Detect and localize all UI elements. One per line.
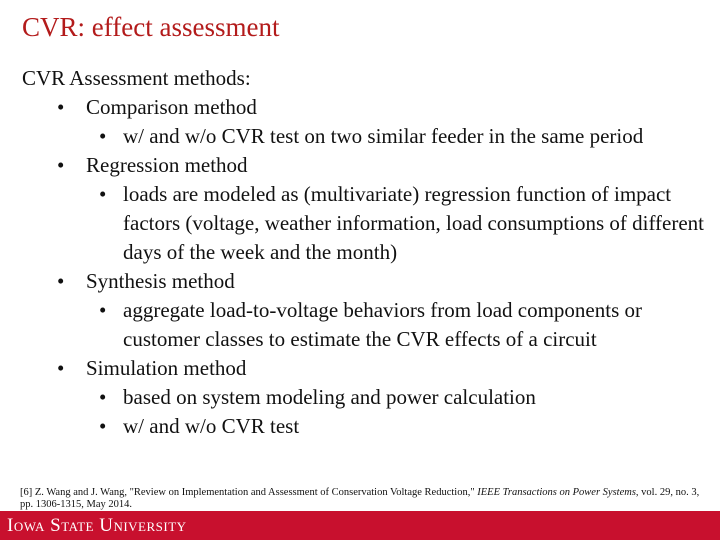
method-detail — [22, 383, 712, 412]
method-detail — [22, 180, 712, 267]
method-item — [22, 93, 712, 122]
footer-bar — [0, 511, 720, 540]
citation-journal: IEEE Transactions on Power Systems — [477, 487, 636, 498]
bullet-icon: • — [57, 153, 65, 177]
bullet-icon: • — [99, 298, 107, 322]
method-detail-text: aggregate load-to-voltage behaviors from load components or customer classes to estimate the CVR effects of a circuit — [123, 298, 642, 351]
citation — [20, 487, 700, 511]
slide-body — [22, 64, 712, 441]
method-detail-text: loads are modeled as (multivariate) regression function of impact factors (voltage, weather information, load consumptions of different days of the week and the month) — [123, 182, 705, 264]
method-detail-text: w/ and w/o CVR test on two similar feeder in the same period — [123, 124, 644, 148]
bullet-icon: • — [99, 385, 107, 409]
slide-title: CVR: effect assessment — [22, 12, 280, 42]
method-detail-text: w/ and w/o CVR test — [123, 414, 300, 438]
method-detail — [22, 296, 712, 354]
bullet-icon: • — [99, 414, 107, 438]
bullet-icon: • — [57, 356, 65, 380]
method-item — [22, 151, 712, 180]
citation-suffix: , vol. 29, no. 3, pp. 1306-1315, May 2014. — [20, 487, 700, 510]
method-detail — [22, 412, 712, 441]
method-label: Regression method — [86, 153, 248, 177]
university-logo: Iowa State University — [7, 515, 187, 536]
bullet-icon: • — [99, 182, 107, 206]
method-label: Simulation method — [86, 356, 247, 380]
method-item — [22, 354, 712, 383]
intro-text: CVR Assessment methods: — [22, 66, 251, 90]
citation-prefix: [6] Z. Wang and J. Wang, "Review on Implementation and Assessment of Conservation Voltage Reduction," — [20, 487, 478, 498]
method-item — [22, 267, 712, 296]
bullet-icon: • — [57, 95, 65, 119]
bullet-icon: • — [99, 124, 107, 148]
method-detail-text: based on system modeling and power calculation — [123, 385, 536, 409]
method-detail — [22, 122, 712, 151]
bullet-icon: • — [57, 269, 65, 293]
method-label: Synthesis method — [86, 269, 235, 293]
method-label: Comparison method — [86, 95, 257, 119]
